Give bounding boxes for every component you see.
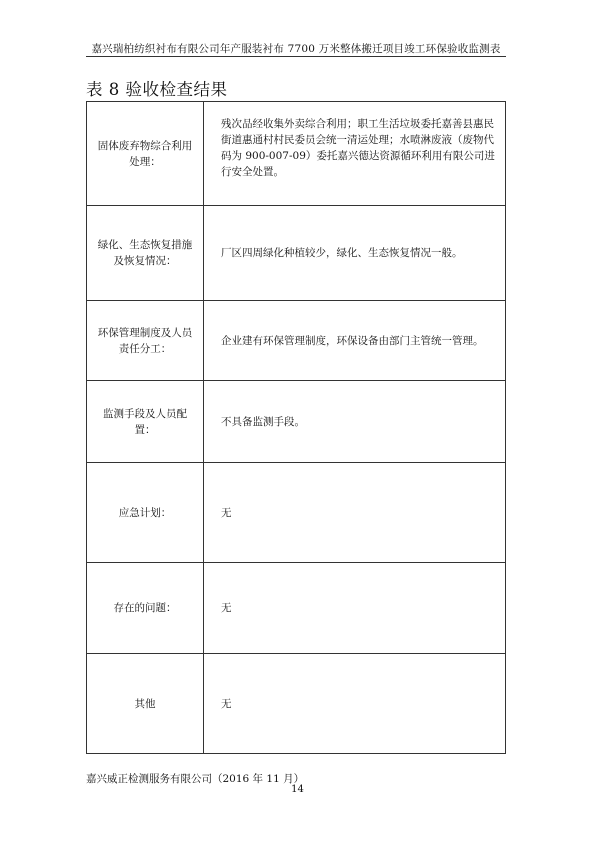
row-label: 其他 (87, 654, 204, 754)
row-label: 监测手段及人员配置： (87, 381, 204, 463)
table-row (87, 381, 506, 463)
row-label: 存在的问题： (87, 563, 204, 654)
row-value: 无 (204, 563, 506, 654)
table-row (87, 102, 506, 206)
row-value: 厂区四周绿化种植较少，绿化、生态恢复情况一般。 (204, 206, 506, 301)
running-header: 嘉兴瑞柏纺织衬布有限公司年产服装衬布 7700 万米整体搬迁项目竣工环保验收监测表 (91, 43, 501, 55)
header-rule (86, 56, 506, 57)
row-value: 无 (204, 463, 506, 563)
table-row (87, 463, 506, 563)
row-label: 固体废弃物综合利用处理： (87, 102, 204, 206)
section-title: 表 8 验收检查结果 (86, 80, 228, 99)
row-value: 无 (204, 654, 506, 754)
inspection-results-table (86, 101, 506, 754)
row-label: 环保管理制度及人员责任分工： (87, 301, 204, 381)
row-label: 绿化、生态恢复措施及恢复情况： (87, 206, 204, 301)
row-value: 残次品经收集外卖综合利用；职工生活垃圾委托嘉善县惠民街道惠通村村民委员会统一清运处理；水喷淋废液（废物代码为 900-007-09）委托嘉兴德达资源循环利用有限公司进行安全处置。 (204, 102, 506, 206)
row-value: 企业建有环保管理制度，环保设备由部门主管统一管理。 (204, 301, 506, 381)
page-number: 14 (291, 784, 304, 795)
footer-company: 嘉兴威正检测服务有限公司（2016 年 11 月） (86, 773, 305, 785)
table-row (87, 301, 506, 381)
row-value: 不具备监测手段。 (204, 381, 506, 463)
table-row (87, 206, 506, 301)
table-row (87, 563, 506, 654)
row-label: 应急计划： (87, 463, 204, 563)
table-row (87, 654, 506, 754)
